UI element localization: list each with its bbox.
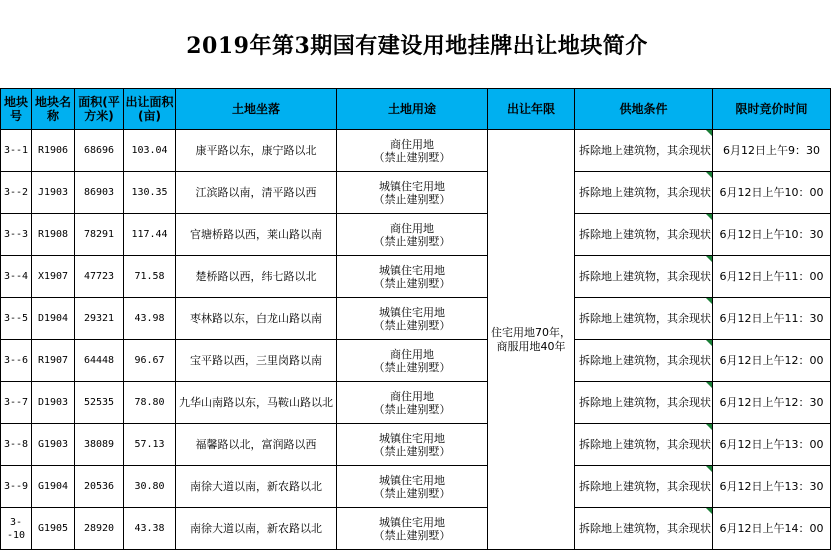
cell-area: 47723 bbox=[75, 256, 124, 298]
table-row bbox=[1, 214, 831, 256]
header-term: 出让年限 bbox=[488, 89, 575, 130]
table-row bbox=[1, 256, 831, 298]
cell-land-use bbox=[337, 214, 488, 256]
cell-plot-no: 3--2 bbox=[1, 172, 32, 214]
cell-supply-condition bbox=[575, 298, 713, 340]
header-condition: 供地条件 bbox=[575, 89, 713, 130]
cell-supply-condition bbox=[575, 466, 713, 508]
comment-marker-icon bbox=[706, 214, 712, 220]
land-use-type: 城镇住宅用地 bbox=[379, 473, 445, 487]
cell-supply-condition bbox=[575, 424, 713, 466]
cell-land-use bbox=[337, 130, 488, 172]
cell-plot-no: 3--10 bbox=[1, 508, 32, 550]
header-no: 地块号 bbox=[1, 89, 32, 130]
cell-plot-no: 3--7 bbox=[1, 382, 32, 424]
comment-marker-icon bbox=[706, 382, 712, 388]
land-use-note: （禁止建别墅） bbox=[373, 150, 451, 164]
cell-plot-code: D1904 bbox=[32, 298, 75, 340]
cell-auction-time: 6月12日上午11：00 bbox=[713, 256, 831, 298]
cell-plot-code: G1905 bbox=[32, 508, 75, 550]
supply-condition-text: 拆除地上建筑物，其余现状 bbox=[579, 144, 711, 157]
supply-condition-text: 拆除地上建筑物，其余现状 bbox=[579, 438, 711, 451]
comment-marker-icon bbox=[706, 256, 712, 262]
supply-condition-text: 拆除地上建筑物，其余现状 bbox=[579, 522, 711, 535]
supply-condition-text: 拆除地上建筑物，其余现状 bbox=[579, 312, 711, 325]
land-use-type: 城镇住宅用地 bbox=[379, 305, 445, 319]
cell-mu: 78.80 bbox=[124, 382, 176, 424]
cell-auction-time: 6月12日上午11：30 bbox=[713, 298, 831, 340]
header-use: 土地用途 bbox=[337, 89, 488, 130]
cell-auction-time: 6月12日上午12：00 bbox=[713, 340, 831, 382]
supply-condition-text: 拆除地上建筑物，其余现状 bbox=[579, 396, 711, 409]
cell-land-use bbox=[337, 424, 488, 466]
cell-supply-condition bbox=[575, 508, 713, 550]
header-location: 土地坐落 bbox=[176, 89, 337, 130]
cell-area: 52535 bbox=[75, 382, 124, 424]
cell-area: 68696 bbox=[75, 130, 124, 172]
cell-area: 64448 bbox=[75, 340, 124, 382]
cell-mu: 30.80 bbox=[124, 466, 176, 508]
land-use-note: （禁止建别墅） bbox=[373, 234, 451, 248]
cell-area: 29321 bbox=[75, 298, 124, 340]
cell-plot-no: 3--6 bbox=[1, 340, 32, 382]
cell-plot-code: R1907 bbox=[32, 340, 75, 382]
cell-plot-no: 3--3 bbox=[1, 214, 32, 256]
comment-marker-icon bbox=[706, 340, 712, 346]
cell-auction-time: 6月12日上午12：30 bbox=[713, 382, 831, 424]
table-row bbox=[1, 382, 831, 424]
cell-plot-code: G1904 bbox=[32, 466, 75, 508]
comment-marker-icon bbox=[706, 424, 712, 430]
cell-mu: 117.44 bbox=[124, 214, 176, 256]
cell-plot-no: 3--8 bbox=[1, 424, 32, 466]
cell-area: 38089 bbox=[75, 424, 124, 466]
cell-land-use bbox=[337, 466, 488, 508]
land-use-type: 城镇住宅用地 bbox=[379, 515, 445, 529]
page-title: 2019年第3期国有建设用地挂牌出让地块简介 bbox=[186, 32, 648, 59]
cell-location: 康平路以东，康宁路以北 bbox=[176, 130, 337, 172]
cell-auction-time: 6月12日上午10：00 bbox=[713, 172, 831, 214]
land-use-note: （禁止建别墅） bbox=[373, 276, 451, 290]
land-use-note: （禁止建别墅） bbox=[373, 318, 451, 332]
cell-plot-code: R1908 bbox=[32, 214, 75, 256]
table-row bbox=[1, 466, 831, 508]
cell-supply-condition bbox=[575, 382, 713, 424]
cell-mu: 43.38 bbox=[124, 508, 176, 550]
cell-location: 官塘桥路以西，莱山路以南 bbox=[176, 214, 337, 256]
cell-supply-condition bbox=[575, 172, 713, 214]
cell-mu: 130.35 bbox=[124, 172, 176, 214]
header-area: 面积(平方米) bbox=[75, 89, 124, 130]
cell-location: 枣林路以东，白龙山路以南 bbox=[176, 298, 337, 340]
header-name: 地块名称 bbox=[32, 89, 75, 130]
comment-marker-icon bbox=[706, 298, 712, 304]
table-row bbox=[1, 508, 831, 550]
comment-marker-icon bbox=[706, 508, 712, 514]
header-mu: 出让面积(亩) bbox=[124, 89, 176, 130]
land-use-type: 城镇住宅用地 bbox=[379, 431, 445, 445]
cell-plot-code: G1903 bbox=[32, 424, 75, 466]
cell-supply-condition bbox=[575, 256, 713, 298]
header-time: 限时竞价时间 bbox=[713, 89, 831, 130]
cell-location: 宝平路以西，三里岗路以南 bbox=[176, 340, 337, 382]
table-row bbox=[1, 340, 831, 382]
cell-plot-code: R1906 bbox=[32, 130, 75, 172]
cell-mu: 71.58 bbox=[124, 256, 176, 298]
table-row bbox=[1, 424, 831, 466]
cell-location: 九华山南路以东，马鞍山路以北 bbox=[176, 382, 337, 424]
land-use-note: （禁止建别墅） bbox=[373, 486, 451, 500]
cell-plot-code: X1907 bbox=[32, 256, 75, 298]
land-use-type: 商住用地 bbox=[390, 389, 434, 403]
cell-term-merged: 住宅用地70年，商服用地40年 bbox=[488, 130, 575, 550]
cell-area: 28920 bbox=[75, 508, 124, 550]
cell-mu: 43.98 bbox=[124, 298, 176, 340]
cell-land-use bbox=[337, 256, 488, 298]
land-use-type: 城镇住宅用地 bbox=[379, 263, 445, 277]
comment-marker-icon bbox=[706, 130, 712, 136]
comment-marker-icon bbox=[706, 466, 712, 472]
cell-mu: 57.13 bbox=[124, 424, 176, 466]
cell-plot-code: J1903 bbox=[32, 172, 75, 214]
cell-auction-time: 6月12日上午10：30 bbox=[713, 214, 831, 256]
cell-mu: 96.67 bbox=[124, 340, 176, 382]
cell-location: 江滨路以南，清平路以西 bbox=[176, 172, 337, 214]
cell-location: 福馨路以北，富润路以西 bbox=[176, 424, 337, 466]
table-row bbox=[1, 298, 831, 340]
cell-land-use bbox=[337, 172, 488, 214]
cell-area: 78291 bbox=[75, 214, 124, 256]
cell-supply-condition bbox=[575, 130, 713, 172]
cell-plot-no: 3--1 bbox=[1, 130, 32, 172]
cell-auction-time: 6月12日上午9：30 bbox=[713, 130, 831, 172]
cell-supply-condition bbox=[575, 214, 713, 256]
cell-auction-time: 6月12日上午13：30 bbox=[713, 466, 831, 508]
land-parcel-table bbox=[0, 88, 831, 550]
land-use-type: 商住用地 bbox=[390, 221, 434, 235]
header-row bbox=[1, 89, 831, 130]
cell-auction-time: 6月12日上午13：00 bbox=[713, 424, 831, 466]
supply-condition-text: 拆除地上建筑物，其余现状 bbox=[579, 354, 711, 367]
cell-area: 86903 bbox=[75, 172, 124, 214]
cell-location: 南徐大道以南，新农路以北 bbox=[176, 508, 337, 550]
supply-condition-text: 拆除地上建筑物，其余现状 bbox=[579, 228, 711, 241]
land-use-note: （禁止建别墅） bbox=[373, 444, 451, 458]
cell-plot-no: 3--5 bbox=[1, 298, 32, 340]
cell-auction-time: 6月12日上午14：00 bbox=[713, 508, 831, 550]
land-use-note: （禁止建别墅） bbox=[373, 528, 451, 542]
cell-area: 20536 bbox=[75, 466, 124, 508]
land-use-type: 商住用地 bbox=[390, 137, 434, 151]
cell-plot-no: 3--4 bbox=[1, 256, 32, 298]
cell-mu: 103.04 bbox=[124, 130, 176, 172]
land-use-note: （禁止建别墅） bbox=[373, 402, 451, 416]
cell-location: 楚桥路以西，纬七路以北 bbox=[176, 256, 337, 298]
land-use-type: 城镇住宅用地 bbox=[379, 179, 445, 193]
cell-land-use bbox=[337, 340, 488, 382]
table-row bbox=[1, 172, 831, 214]
cell-plot-code: D1903 bbox=[32, 382, 75, 424]
table-row bbox=[1, 130, 831, 172]
land-use-note: （禁止建别墅） bbox=[373, 360, 451, 374]
cell-land-use bbox=[337, 382, 488, 424]
supply-condition-text: 拆除地上建筑物，其余现状 bbox=[579, 480, 711, 493]
cell-supply-condition bbox=[575, 340, 713, 382]
cell-land-use bbox=[337, 508, 488, 550]
supply-condition-text: 拆除地上建筑物，其余现状 bbox=[579, 186, 711, 199]
land-use-note: （禁止建别墅） bbox=[373, 192, 451, 206]
land-use-type: 商住用地 bbox=[390, 347, 434, 361]
cell-location: 南徐大道以南，新农路以北 bbox=[176, 466, 337, 508]
comment-marker-icon bbox=[706, 172, 712, 178]
supply-condition-text: 拆除地上建筑物，其余现状 bbox=[579, 270, 711, 283]
cell-plot-no: 3--9 bbox=[1, 466, 32, 508]
cell-land-use bbox=[337, 298, 488, 340]
